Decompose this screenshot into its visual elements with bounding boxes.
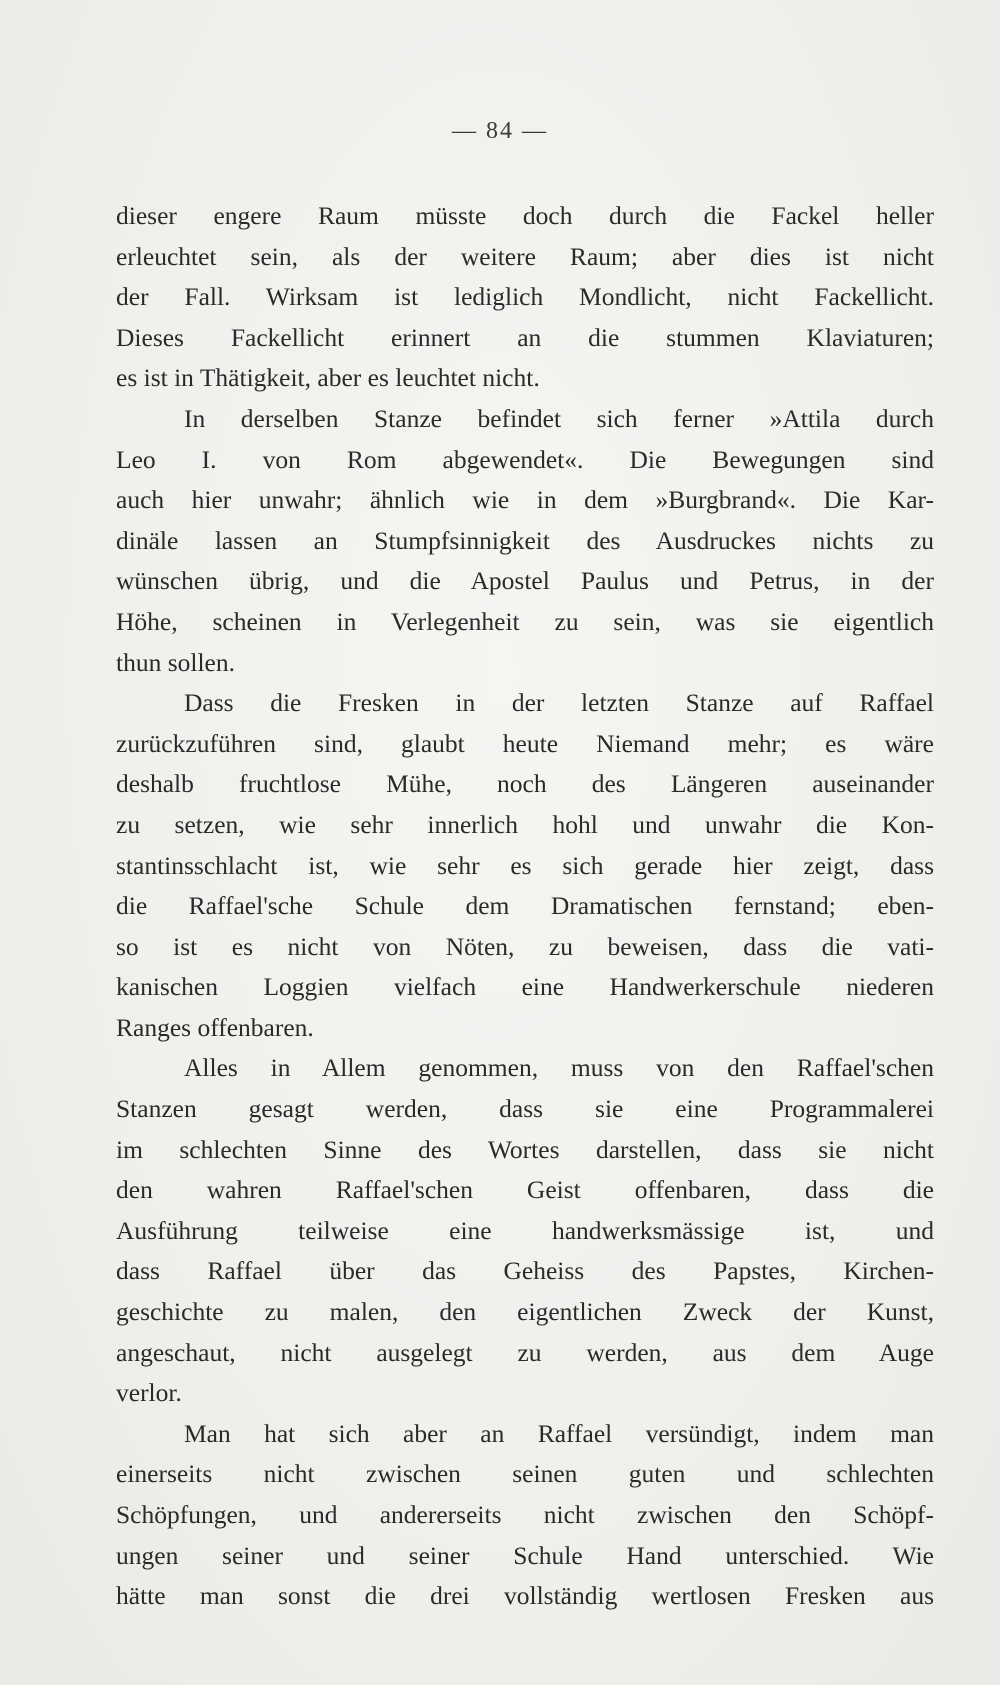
text-line: es ist in Thätigkeit, aber es leuchtet nicht. [116,363,540,393]
text-line: so ist es nicht von Nöten, zu beweisen, dass die vati- [116,931,934,961]
text-line: Man hat sich aber an Raffael versündigt, indem man [184,1418,934,1448]
text-line: Ausführung teilweise eine handwerksmässige ist, und [116,1215,934,1245]
text-line: einerseits nicht zwischen seinen guten und schlechten [116,1459,934,1489]
text-line: Dieses Fackellicht erinnert an die stummen Klaviaturen; [116,322,934,352]
text-line: den wahren Raffael'schen Geist offenbaren, dass die [116,1175,934,1205]
text-line: geschichte zu malen, den eigentlichen Zweck der Kunst, [116,1297,934,1327]
text-line: dinäle lassen an Stumpfsinnigkeit des Ausdruckes nichts zu [116,525,934,555]
text-line: im schlechten Sinne des Wortes darstellen, dass sie nicht [116,1134,934,1164]
text-line: kanischen Loggien vielfach eine Handwerkerschule niederen [116,972,934,1002]
text-line: hätte man sonst die drei vollständig wertlosen Fresken aus [116,1581,934,1611]
text-line: dieser engere Raum müsste doch durch die Fackel heller [116,201,934,230]
text-line: zurückzuführen sind, glaubt heute Niemand mehr; es wäre [116,728,934,758]
text-line: Ranges offenbaren. [116,1012,314,1042]
text-line: Schöpfungen, und andererseits nicht zwischen den Schöpf- [116,1500,934,1529]
text-line: erleuchtet sein, als der weitere Raum; aber dies ist nicht [116,241,934,271]
text-line: der Fall. Wirksam ist lediglich Mondlicht, nicht Fackellicht. [116,282,934,312]
text-line: deshalb fruchtlose Mühe, noch des Längeren auseinander [116,769,934,799]
page-number: — 84 — [452,118,548,144]
text-line: Leo I. von Rom abgewendet«. Die Bewegungen sind [116,444,934,474]
text-line: stantinsschlacht ist, wie sehr es sich gerade hier zeigt, dass [116,850,934,880]
text-line: Dass die Fresken in der letzten Stanze auf Raffael [184,688,934,718]
text-line: dass Raffael über das Geheiss des Papstes, Kirchen- [116,1256,934,1286]
text-line: Stanzen gesagt werden, dass sie eine Programmalerei [116,1094,934,1124]
text-line: Alles in Allem genommen, muss von den Raffael'schen [184,1053,934,1083]
text-line: ungen seiner und seiner Schule Hand unterschied. Wie [116,1540,934,1570]
text-line: angeschaut, nicht ausgelegt zu werden, aus dem Auge [116,1337,934,1367]
text-line: thun sollen. [116,647,235,677]
body-text [116,196,934,1617]
text-line: Höhe, scheinen in Verlegenheit zu sein, was sie eigentlich [116,606,934,636]
text-line: In derselben Stanze befindet sich ferner »Attila durch [184,403,934,433]
text-line: wünschen übrig, und die Apostel Paulus und Petrus, in der [116,566,934,596]
text-line: auch hier unwahr; ähnlich wie in dem »Burgbrand«. Die Kar- [116,485,934,515]
text-line: zu setzen, wie sehr innerlich hohl und unwahr die Kon- [116,809,934,839]
text-line: die Raffael'sche Schule dem Dramatischen fernstand; eben- [116,891,934,921]
text-line: verlor. [116,1378,182,1408]
